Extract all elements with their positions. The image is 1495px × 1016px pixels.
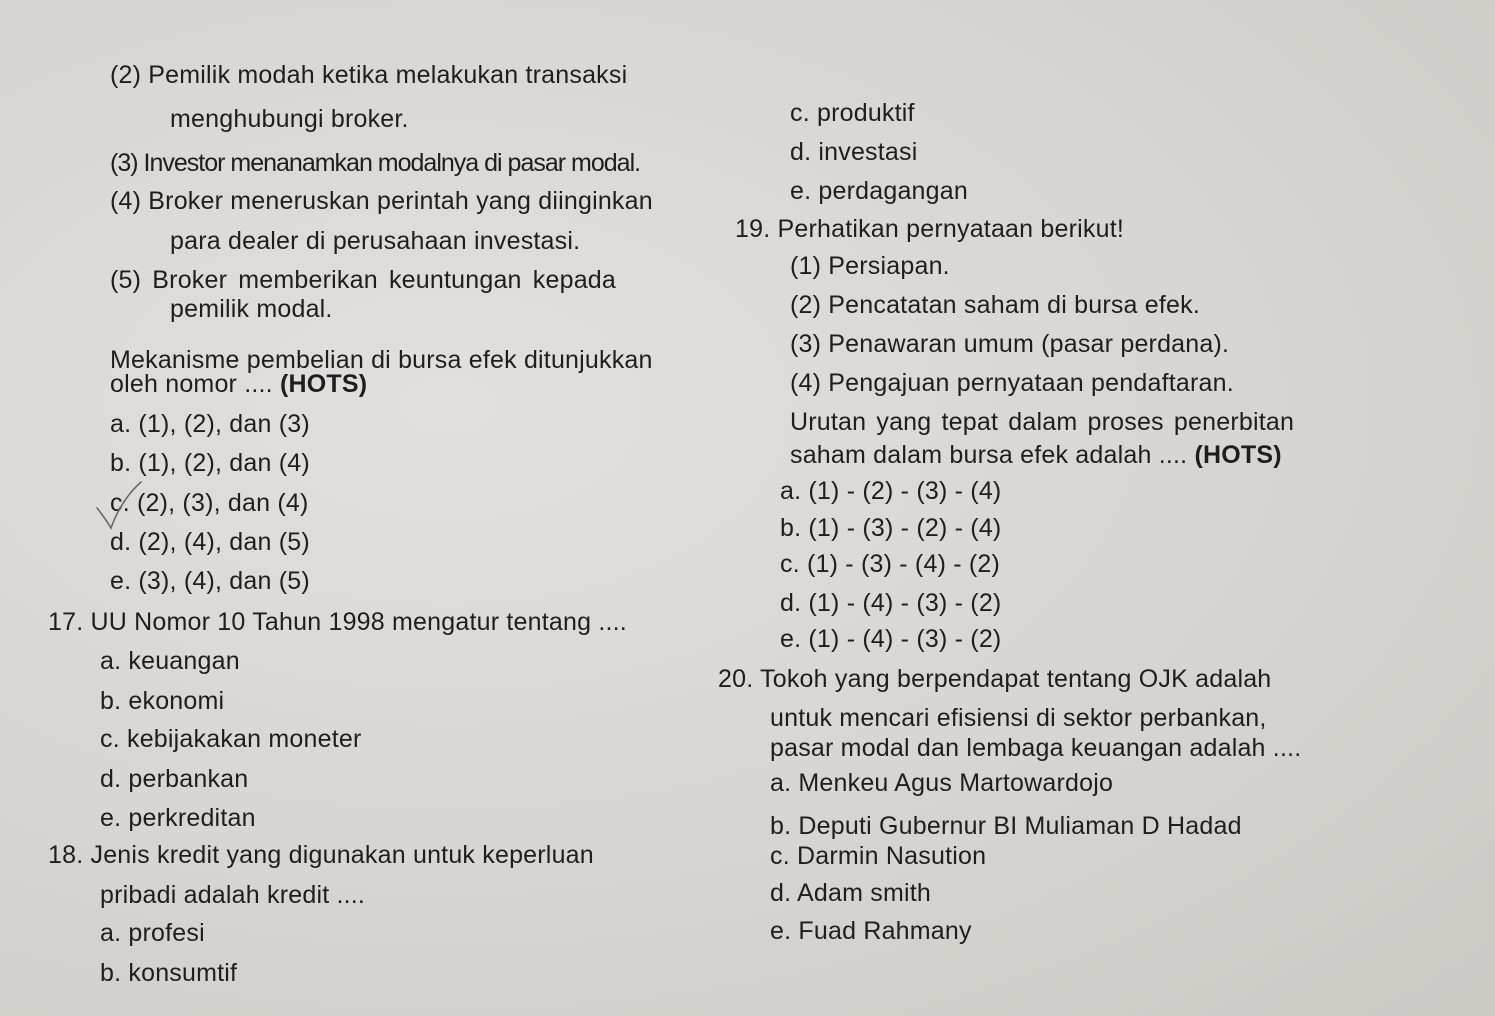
q20-option-b[interactable]: b. Deputi Gubernur BI Muliaman D Hadad [770, 812, 1242, 840]
q19-option-c[interactable]: c. (1) - (3) - (4) - (2) [780, 550, 1001, 578]
q20-option-d[interactable]: d. Adam smith [770, 879, 931, 907]
q17-option-d[interactable]: d. perbankan [100, 765, 249, 793]
q16-option-b[interactable]: b. (1), (2), dan (4) [110, 449, 310, 477]
statement-3: (3) Investor menanamkan modalnya di pasar modal. [110, 149, 641, 177]
q16-option-c[interactable]: c. (2), (3), dan (4) [110, 489, 309, 517]
statement-4-line2: para dealer di perusahaan investasi. [170, 227, 581, 255]
q16-option-d[interactable]: d. (2), (4), dan (5) [110, 528, 310, 556]
q18-stem-line2: pribadi adalah kredit .... [100, 881, 366, 909]
q17-option-e[interactable]: e. perkreditan [100, 804, 256, 832]
q20-stem-line3: pasar modal dan lembaga keuangan adalah .... [770, 734, 1302, 762]
q19-option-a[interactable]: a. (1) - (2) - (3) - (4) [780, 477, 1002, 505]
q16-stem-line2 [110, 369, 367, 399]
q17-option-c[interactable]: c. kebijakakan moneter [100, 725, 362, 753]
q19-stem: 19. Perhatikan pernyataan berikut! [735, 215, 1124, 243]
q20-option-a[interactable]: a. Menkeu Agus Martowardojo [770, 769, 1114, 797]
hots-label: (HOTS) [1194, 441, 1282, 469]
q18-stem-line1: 18. Jenis kredit yang digunakan untuk keperluan [48, 841, 594, 869]
q18-option-a[interactable]: a. profesi [100, 919, 205, 947]
statement-2-line1: (2) Pemilik modah ketika melakukan transaksi [110, 61, 628, 89]
q19-item-3: (3) Penawaran umum (pasar perdana). [790, 330, 1230, 358]
q18-option-b[interactable]: b. konsumtif [100, 959, 238, 987]
q20-option-c[interactable]: c. Darmin Nasution [770, 842, 987, 870]
statement-5-line2: pemilik modal. [170, 295, 333, 323]
statement-2-line2: menghubungi broker. [170, 105, 409, 133]
statement-4-line1: (4) Broker meneruskan perintah yang diinginkan [110, 187, 653, 215]
q16-stem-text: oleh nomor .... [110, 370, 280, 398]
q18-option-d[interactable]: d. investasi [790, 138, 918, 166]
q16-option-a[interactable]: a. (1), (2), dan (3) [110, 410, 310, 438]
q19-item-1: (1) Persiapan. [790, 252, 950, 280]
q17-option-a[interactable]: a. keuangan [100, 647, 240, 675]
q19-option-e[interactable]: e. (1) - (4) - (3) - (2) [780, 625, 1002, 653]
q17-option-b[interactable]: b. ekonomi [100, 687, 225, 715]
hots-label: (HOTS) [279, 370, 368, 398]
q19-stem2-text: saham dalam bursa efek adalah .... [790, 441, 1195, 469]
q19-option-b[interactable]: b. (1) - (3) - (2) - (4) [780, 514, 1002, 542]
q18-option-c[interactable]: c. produktif [790, 99, 915, 127]
q19-item-4: (4) Pengajuan pernyataan pendaftaran. [790, 369, 1234, 397]
statement-5-line1: (5) Broker memberikan keuntungan kepada [110, 266, 617, 294]
q19-option-d[interactable]: d. (1) - (4) - (3) - (2) [780, 589, 1002, 617]
handwritten-check-mark [95, 478, 143, 530]
q20-stem-line1: 20. Tokoh yang berpendapat tentang OJK adalah [718, 665, 1272, 693]
q17-stem: 17. UU Nomor 10 Tahun 1998 mengatur tentang .... [48, 608, 627, 636]
q19-item-2: (2) Pencatatan saham di bursa efek. [790, 291, 1201, 319]
q20-option-e[interactable]: e. Fuad Rahmany [770, 917, 972, 945]
q16-stem-line1: Mekanisme pembelian di bursa efek ditunjukkan [110, 346, 653, 374]
q16-option-e[interactable]: e. (3), (4), dan (5) [110, 567, 310, 595]
q19-stem2-line1: Urutan yang tepat dalam proses penerbitan [790, 408, 1295, 436]
q18-option-e[interactable]: e. perdagangan [790, 177, 968, 205]
q20-stem-line2: untuk mencari efisiensi di sektor perbankan, [770, 704, 1267, 732]
q19-stem2-line2 [790, 440, 1282, 470]
